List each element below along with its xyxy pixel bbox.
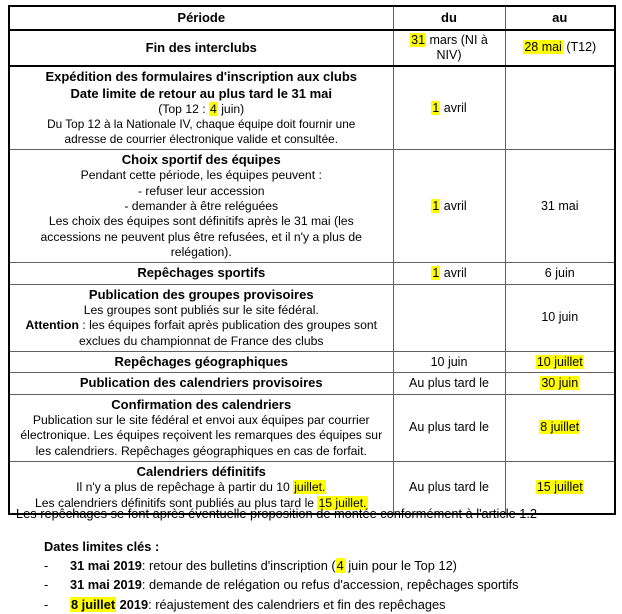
key-date-content	[70, 595, 445, 614]
date-text: Au plus tard le	[409, 375, 489, 390]
cell-periode	[9, 352, 393, 373]
highlighted-date: 10 juillet	[536, 354, 583, 369]
cell-periode	[9, 263, 393, 284]
cell-du	[393, 263, 505, 284]
date-text: avril	[440, 100, 467, 115]
key-date-text-pre: : demande de relégation ou refus d'accession, repêchages sportifs	[141, 577, 519, 593]
column-header-periode: Période	[9, 6, 393, 30]
bullet-dash-icon: -	[44, 557, 49, 573]
cell-au	[505, 373, 615, 394]
row-subline-attention	[14, 318, 389, 333]
key-date-content	[70, 575, 519, 594]
key-date-text-pre: : réajustement des calendriers et fin des repêchages	[148, 596, 446, 612]
highlighted-date: 8 juillet	[540, 420, 580, 435]
key-date-item	[44, 595, 614, 614]
cell-periode	[9, 394, 393, 461]
cell-au	[505, 284, 615, 351]
table-row-repechages-geographiques	[9, 352, 615, 373]
key-dates-block	[44, 537, 614, 614]
schedule-table	[8, 5, 616, 515]
row-title: Publication des groupes provisoires	[88, 286, 314, 302]
highlighted-date: 28 mai	[524, 40, 562, 55]
row-title: Repêchages sportifs	[137, 265, 266, 281]
row-subline: - demander à être reléguées	[124, 198, 279, 213]
highlighted-date: 1	[432, 100, 440, 115]
key-dates-list	[44, 556, 614, 614]
date-text: (T12)	[562, 40, 597, 55]
subline-a-prefix: Il n'y a plus de repêchage à partir du 10	[76, 480, 294, 495]
row-subline-top12	[14, 102, 389, 117]
table-row-publication-calendriers-provisoires	[9, 373, 615, 394]
column-header-du: du	[393, 6, 505, 30]
table-header	[9, 6, 615, 30]
date-text: Au plus tard le	[409, 479, 489, 494]
row-title: Publication des calendriers provisoires	[79, 375, 323, 391]
key-date-text-post: juin pour le Top 12)	[344, 557, 457, 573]
column-header-au: au	[505, 6, 615, 30]
row-title: Fin des interclubs	[145, 39, 257, 55]
row-subline: relégation).	[170, 245, 232, 260]
row-subline: Les choix des équipes sont définitifs après le 31 mai (les	[48, 214, 354, 229]
date-text: avril	[440, 198, 467, 213]
row-title-line2: Date limite de retour au plus tard le 31 mai	[70, 85, 333, 101]
date-text: mars (NI à NIV)	[426, 32, 488, 63]
cell-du	[393, 30, 505, 67]
table-body	[9, 30, 615, 514]
row-title: Repêchages géographiques	[114, 354, 288, 370]
highlighted-key-date-value: 8 juillet	[71, 596, 116, 612]
key-date-item	[44, 575, 614, 594]
highlighted-date: juillet.	[294, 480, 326, 495]
key-date-value: 31 mai 2019	[70, 577, 142, 593]
highlighted-date: 1	[432, 198, 440, 213]
highlighted-date: 4	[210, 101, 217, 116]
table-row-choix-sportif	[9, 149, 615, 263]
cell-au	[505, 66, 615, 149]
row-subline: Les groupes sont publiés sur le site fédéral.	[83, 302, 319, 317]
note-paragraph: Les repêchages se font après éventuelle proposition de montée conformément à l'article 1.2	[16, 506, 538, 521]
cell-periode	[9, 373, 393, 394]
key-date-text-pre: : retour des bulletins d'inscription (	[141, 557, 336, 573]
bullet-dash-icon: -	[44, 596, 49, 612]
key-dates-title: Dates limites clés :	[44, 538, 160, 554]
table-row-expedition-formulaires	[9, 66, 615, 149]
date-text: Au plus tard le	[409, 420, 489, 435]
top12-prefix: (Top 12 :	[158, 101, 210, 116]
attention-text: : les équipes forfait après publication des groupes sont	[78, 318, 378, 333]
row-title: Confirmation des calendriers	[111, 396, 292, 412]
cell-au	[505, 352, 615, 373]
date-text: 10 juin	[541, 310, 579, 325]
row-subline: Publication sur le site fédéral et envoi aux équipes par courrier	[32, 412, 370, 427]
date-text: 6 juin	[544, 265, 575, 280]
cell-periode	[9, 66, 393, 149]
highlighted-date: 30 juin	[541, 375, 579, 390]
table-row-repechages-sportifs	[9, 263, 615, 284]
row-subline: - refuser leur accession	[137, 183, 265, 198]
cell-du	[393, 149, 505, 263]
highlighted-date: 15 juillet	[536, 479, 583, 494]
top12-suffix: juin)	[217, 101, 245, 116]
highlighted-date: 31	[411, 32, 426, 47]
row-subline: Du Top 12 à la Nationale IV, chaque équipe doit fournir une	[47, 117, 356, 132]
row-subline: adresse de courrier électronique valide et consultée.	[64, 132, 338, 147]
cell-du	[393, 352, 505, 373]
key-date-value-rest: 2019	[116, 596, 149, 612]
row-subline: les calendriers. Repêchages géographiques en cas de forfait.	[35, 443, 367, 458]
cell-au	[505, 394, 615, 461]
cell-periode	[9, 30, 393, 67]
table-row-publication-groupes-provisoires	[9, 284, 615, 351]
highlighted-date: 15 juillet.	[318, 495, 367, 510]
key-date-content	[70, 556, 457, 575]
row-subline: exclues du championnat de France des clubs	[78, 333, 324, 348]
cell-du	[393, 66, 505, 149]
row-title: Calendriers définitifs	[136, 463, 266, 479]
cell-au	[505, 30, 615, 67]
table-row-confirmation-calendriers	[9, 394, 615, 461]
cell-au	[505, 149, 615, 263]
row-subline-a	[14, 480, 389, 495]
cell-au	[505, 263, 615, 284]
row-title: Expédition des formulaires d'inscription aux clubs	[45, 69, 358, 85]
cell-periode	[9, 149, 393, 263]
subline-b-prefix: Les calendriers définitifs sont publiés au plus tard le	[34, 495, 318, 510]
cell-du	[393, 394, 505, 461]
date-text: 31 mai	[540, 198, 579, 213]
highlighted-date: 4	[336, 557, 344, 573]
highlighted-date: 1	[432, 265, 440, 280]
key-date-item	[44, 556, 614, 575]
date-text: 10 juin	[430, 354, 468, 369]
row-subline: Pendant cette période, les équipes peuvent :	[80, 168, 322, 183]
table-row-fin-des-interclubs	[9, 30, 615, 67]
row-subline: accessions ne peuvent plus être refusées, et il n'y a plus de	[40, 229, 362, 244]
key-date-value: 31 mai 2019	[70, 557, 142, 573]
footer-notes	[8, 500, 614, 614]
cell-periode	[9, 284, 393, 351]
bullet-dash-icon: -	[44, 577, 49, 593]
table-header-row	[9, 6, 615, 30]
row-title: Choix sportif des équipes	[121, 151, 281, 167]
cell-du	[393, 284, 505, 351]
cell-du	[393, 373, 505, 394]
attention-label: Attention	[25, 318, 79, 333]
date-text: avril	[440, 265, 467, 280]
row-subline: électronique. Les équipes reçoivent les remarques des équipes sur	[20, 428, 383, 443]
